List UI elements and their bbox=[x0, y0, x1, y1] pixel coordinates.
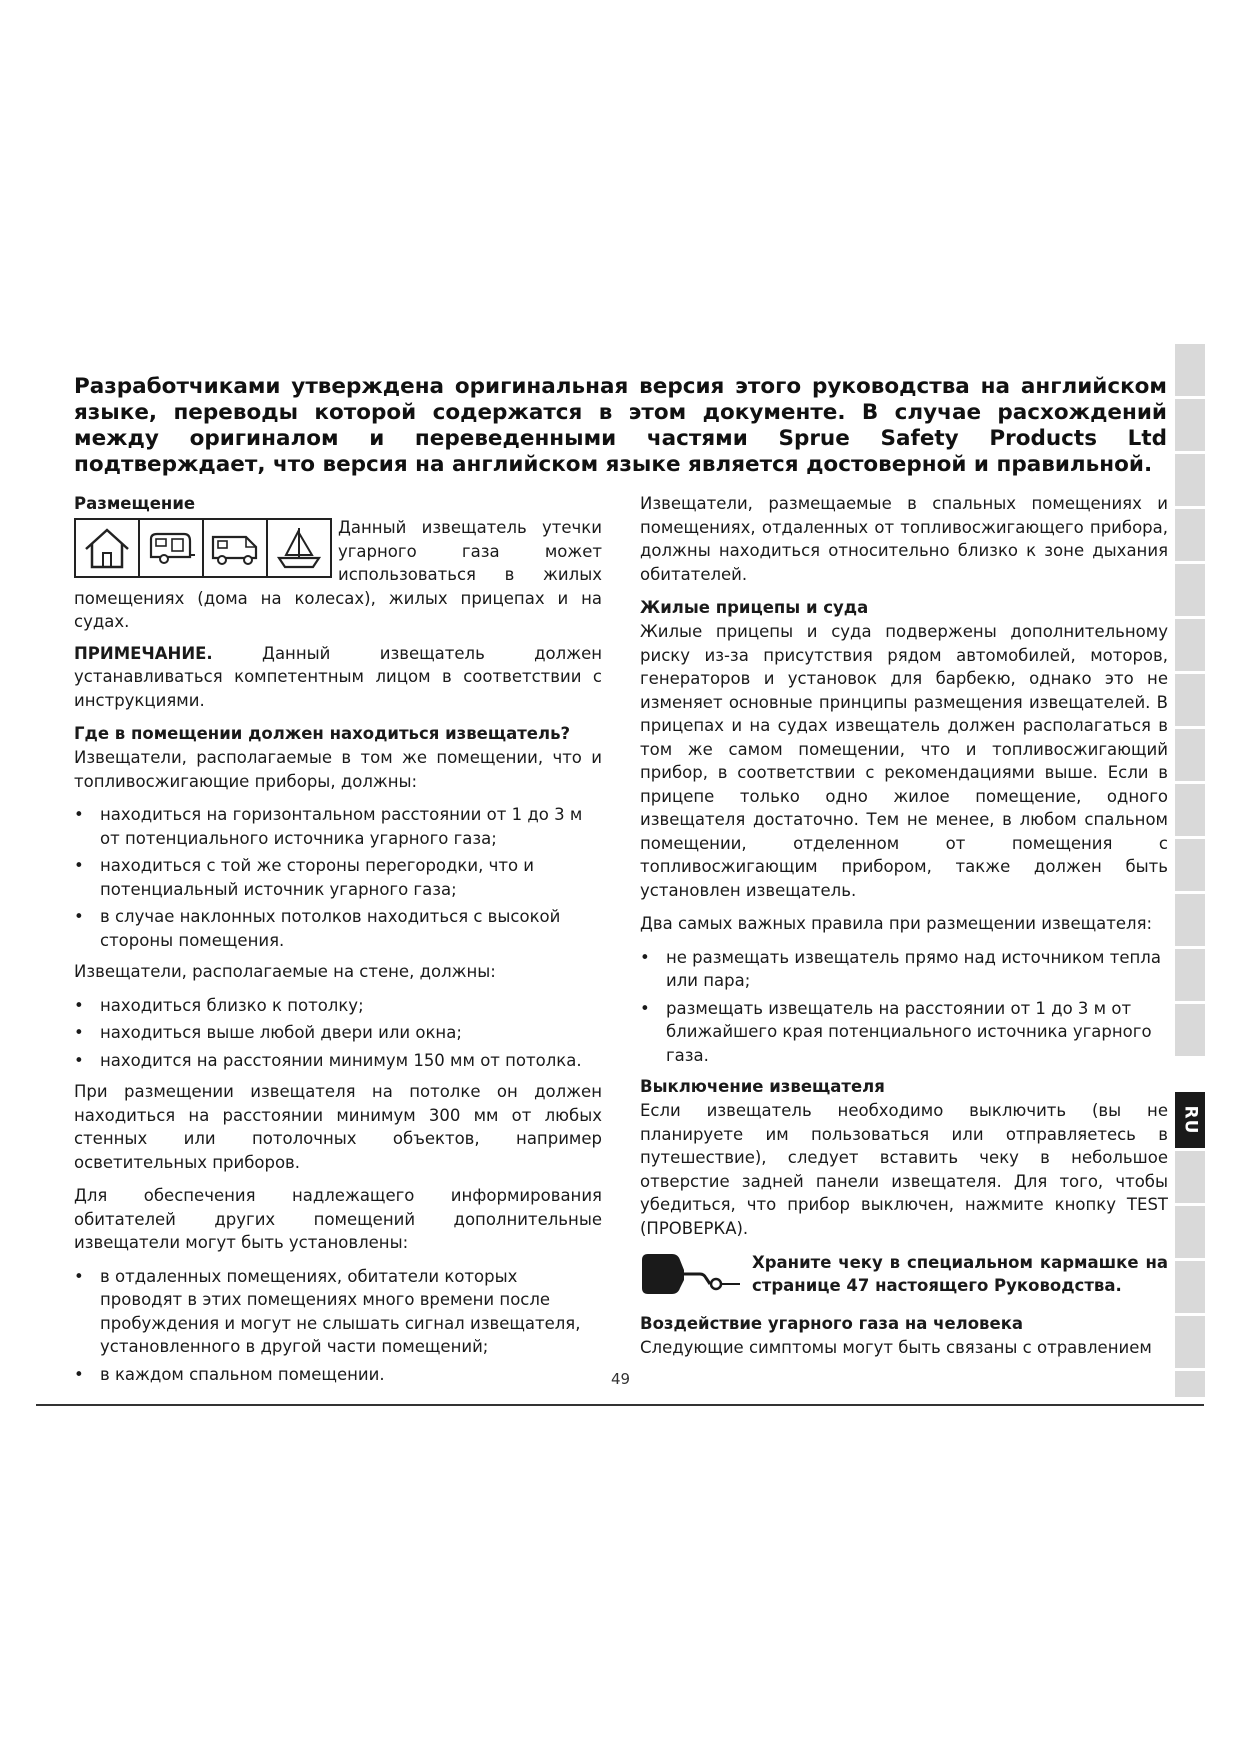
language-tab bbox=[1175, 1316, 1205, 1368]
language-tab bbox=[1175, 1371, 1205, 1397]
caravan-icon bbox=[138, 518, 204, 578]
switch-off-text: Если извещатель необходимо выключить (вы не планируете им пользоваться или отправляетесь в путешествие), следует вставить чеку в небольшое отверстие задней панели извещателя. Для того, чтобы убедиться, что прибор выключен, нажмите кнопку TEST (ПРОВЕРКА). bbox=[640, 1101, 1168, 1238]
language-tab bbox=[1175, 729, 1205, 781]
language-tab bbox=[1175, 509, 1205, 561]
page-number: 49 bbox=[610, 1370, 631, 1388]
caravans-heading: Жилые прицепы и суда bbox=[640, 598, 869, 617]
switch-off-heading: Выключение извещателя bbox=[640, 1077, 885, 1096]
list-item: • находится на расстоянии минимум 150 мм от потолка. bbox=[74, 1049, 602, 1073]
motorhome-icon bbox=[202, 518, 268, 578]
house-icon bbox=[74, 518, 140, 578]
wall-intro: Извещатели, располагаемые на стене, должны: bbox=[74, 962, 496, 981]
language-tab bbox=[1175, 894, 1205, 946]
note-paragraph bbox=[74, 642, 602, 713]
language-tab bbox=[1175, 619, 1205, 671]
placement-text: Данный извещатель утечки угарного газа может использоваться в жилых помещениях (дома на колесах), жилых прицепах и на судах. bbox=[74, 518, 602, 631]
list-item: • находиться близко к потолку; bbox=[74, 994, 602, 1018]
list-item: • в случае наклонных потолков находиться с высокой стороны помещения. bbox=[74, 905, 602, 952]
language-tab bbox=[1175, 344, 1205, 396]
note-label: ПРИМЕЧАНИЕ. bbox=[74, 643, 213, 663]
list-item: • в отдаленных помещениях, обитатели которых проводят в этих помещениях много времени после пробуждения и могут не слышать сигнал извещателя, установленного в другой части помещений; bbox=[74, 1265, 602, 1359]
language-tab bbox=[1175, 949, 1205, 1001]
rules-list bbox=[640, 946, 1168, 1068]
footer-divider bbox=[36, 1404, 1204, 1406]
language-tab-label: RU bbox=[1180, 1105, 1200, 1135]
language-tab bbox=[1175, 1151, 1205, 1203]
placement-block bbox=[74, 516, 602, 634]
co-effects-text: Следующие симптомы могут быть связаны с отравлением bbox=[640, 1338, 1152, 1357]
list-item: • находиться с той же стороны перегородки, что и потенциальный источник угарного газа; bbox=[74, 854, 602, 901]
language-tab bbox=[1175, 399, 1205, 451]
same-room-intro: Извещатели, располагаемые в том же помещении, что и топливосжигающие приборы, должны: bbox=[74, 748, 602, 791]
right-column bbox=[640, 492, 1168, 1370]
same-room-list bbox=[74, 803, 602, 952]
caravans-text: Жилые прицепы и суда подвержены дополнительному риску из-за присутствия рядом автомобилей, моторов, генераторов и установок для барбекю, однако это не изменяет основные принципы размещения извещателей. В прицепах и на судах извещатель должен располагаться в том же самом помещении, что и топливосжигающий прибор, в соответствии с рекомендациями выше. Если в прицепе только одно жилое помещение, одного извещателя достаточно. Тем не менее, в любом спальном помещении, отделенном от помещения с топливосжигающим прибором, также должен быть установлен извещатель. bbox=[640, 622, 1168, 900]
language-tab-ru bbox=[1175, 1092, 1205, 1148]
rules-intro: Два самых важных правила при размещении извещателя: bbox=[640, 914, 1153, 933]
where-heading: Где в помещении должен находиться извещатель? bbox=[74, 724, 571, 743]
list-item: • не размещать извещатель прямо над источником тепла или пара; bbox=[640, 946, 1168, 993]
co-effects-heading: Воздействие угарного газа на человека bbox=[640, 1314, 1024, 1333]
language-tab bbox=[1175, 674, 1205, 726]
language-tab bbox=[1175, 1206, 1205, 1258]
note-text: Данный извещатель должен устанавливаться компетентным лицом в соответствии с инструкциями. bbox=[74, 643, 603, 710]
list-item: • размещать извещатель на расстоянии от 1 до 3 м от ближайшего края потенциального источника угарного газа. bbox=[640, 997, 1168, 1068]
language-tab bbox=[1175, 454, 1205, 506]
bedroom-text: Извещатели, размещаемые в спальных помещениях и помещениях, отдаленных от топливосжигающего прибора, должны находиться относительно близко к зоне дыхания обитателей. bbox=[640, 494, 1168, 584]
placement-icons bbox=[74, 518, 330, 578]
key-note bbox=[640, 1250, 1168, 1298]
other-rooms-intro: Для обеспечения надлежащего информирования обитателей других помещений дополнительные извещатели могут быть установлены: bbox=[74, 1186, 602, 1252]
language-tab bbox=[1175, 839, 1205, 891]
placement-heading: Размещение bbox=[74, 494, 196, 513]
language-tab bbox=[1175, 784, 1205, 836]
language-tab bbox=[1175, 1004, 1205, 1056]
ceiling-text: При размещении извещателя на потолке он должен находиться на расстоянии минимум 300 мм от любых стенных или потолочных объектов, например осветительных приборов. bbox=[74, 1082, 602, 1172]
list-item: • находиться на горизонтальном расстоянии от 1 до 3 м от потенциального источника угарного газа; bbox=[74, 803, 602, 850]
key-note-text: Храните чеку в специальном кармашке на странице 47 настоящего Руководства. bbox=[752, 1253, 1168, 1295]
wall-list bbox=[74, 994, 602, 1073]
list-item: • в каждом спальном помещении. bbox=[74, 1363, 602, 1387]
key-icon bbox=[640, 1250, 744, 1298]
language-tab bbox=[1175, 564, 1205, 616]
list-item: • находиться выше любой двери или окна; bbox=[74, 1021, 602, 1045]
left-column bbox=[74, 492, 602, 1394]
other-rooms-list bbox=[74, 1265, 602, 1387]
boat-icon bbox=[266, 518, 332, 578]
language-tab bbox=[1175, 1261, 1205, 1313]
intro-statement: Разработчиками утверждена оригинальная версия этого руководства на английском языке, переводы которой содержатся в этом документе. В случае расхождений между оригиналом и переведенными частями Sprue Safety Products Ltd подтверждает, что версия на английском языке является достоверной и правильной. bbox=[74, 374, 1167, 477]
